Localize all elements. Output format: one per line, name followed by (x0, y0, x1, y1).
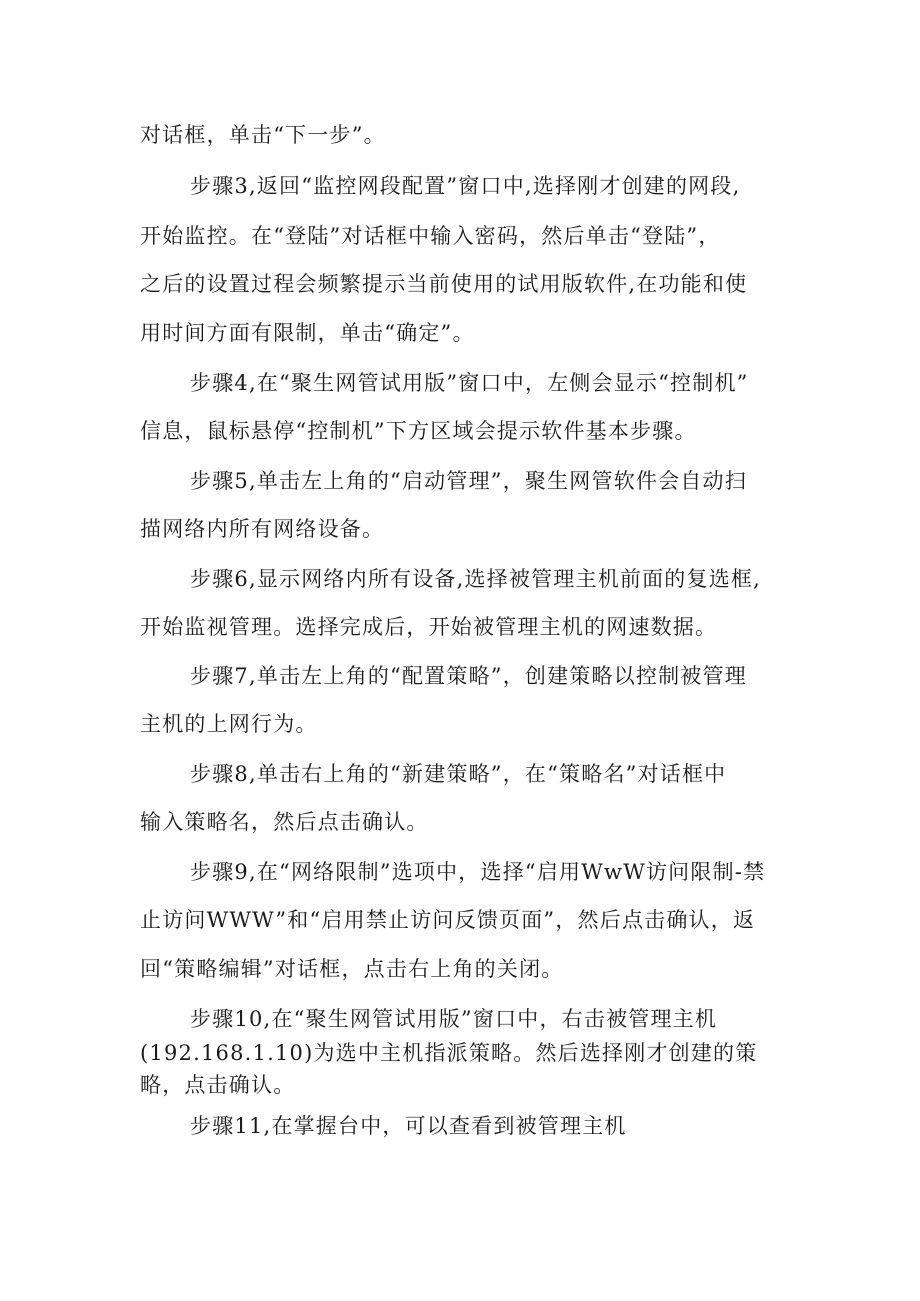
text-line: 用时间方面有限制，单击“确定”。 (140, 321, 475, 345)
text-line: 输入策略名，然后点击确认。 (140, 810, 429, 834)
step-6-line: 步骤6,显示网络内所有设备,选择被管理主机前面的复选框, (190, 567, 761, 591)
text-line: 回“策略编辑”对话框，点击右上角的关闭。 (140, 957, 564, 981)
text-line: (192.168.1.10)为选中主机指派策略。然后选择刚才创建的策 (140, 1041, 758, 1065)
text-line: 信息，鼠标悬停“控制机”下方区域会提示软件基本步骤。 (140, 419, 697, 443)
step-3-line: 步骤3,返回“监控网段配置”窗口中,选择刚才创建的网段, (190, 174, 741, 198)
step-5-line: 步骤5,单击左上角的“启动管理”，聚生网管软件会自动扫 (190, 469, 747, 493)
text-line: 开始监视管理。选择完成后，开始被管理主机的网速数据。 (140, 615, 718, 639)
text-line: 对话框，单击“下一步”。 (140, 123, 386, 147)
text-line: 略，点击确认。 (140, 1073, 296, 1097)
text-line: 止访问WWW”和“启用禁止访问反馈页面”，然后点击确认，返 (140, 908, 756, 932)
step-4-line: 步骤4,在“聚生网管试用版”窗口中，左侧会显示“控制机” (190, 371, 749, 395)
text-line: 描网络内所有网络设备。 (140, 517, 385, 541)
text-line: 主机的上网行为。 (140, 712, 318, 736)
step-9-line: 步骤9,在“网络限制”选项中，选择“启用WwW访问限制-禁 (190, 860, 766, 884)
text-line: 开始监控。在“登陆”对话框中输入密码，然后单击“登陆”， (140, 224, 721, 248)
step-8-line: 步骤8,单击右上角的“新建策略”，在“策略名”对话框中 (190, 762, 727, 786)
step-11-line: 步骤11,在掌握台中，可以查看到被管理主机 (190, 1114, 627, 1138)
step-10-line: 步骤10,在“聚生网管试用版”窗口中，右击被管理主机 (190, 1007, 718, 1031)
step-7-line: 步骤7,单击左上角的“配置策略”，创建策略以控制被管理 (190, 664, 747, 688)
text-line: 之后的设置过程会频繁提示当前使用的试用版软件,在功能和使 (140, 272, 748, 296)
